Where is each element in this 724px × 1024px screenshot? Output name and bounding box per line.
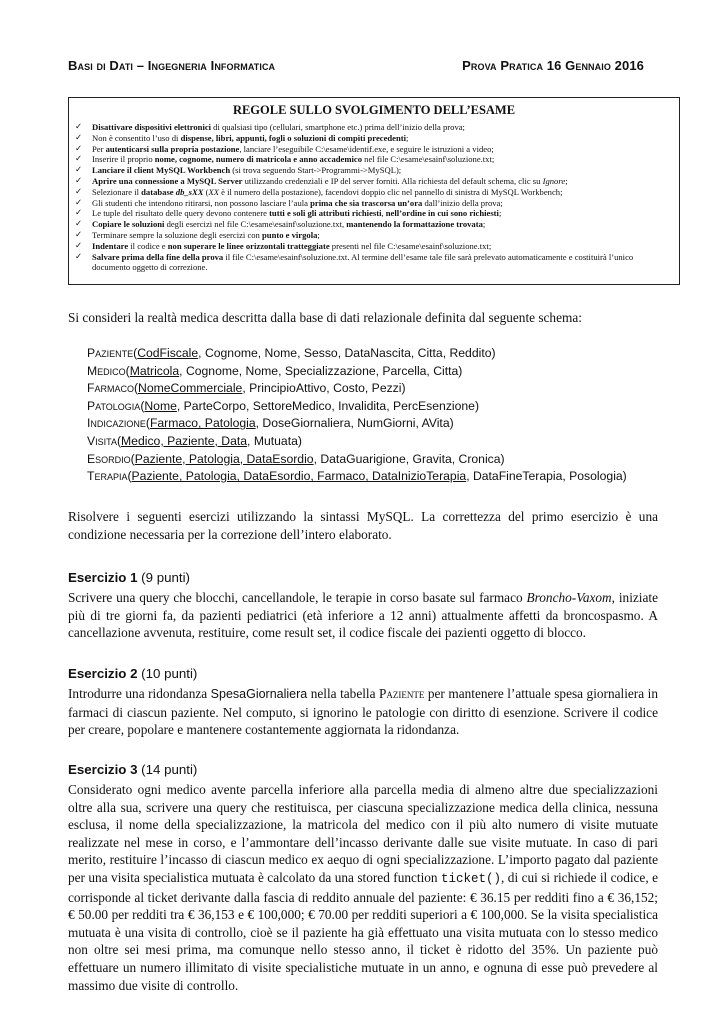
text-run: SpesaGiornaliera bbox=[210, 687, 308, 701]
text-run: , bbox=[381, 208, 386, 219]
schema-relation bbox=[87, 363, 687, 381]
relation-attributes: , DoseGiornaliera, NumGiorni, AVita) bbox=[255, 416, 454, 431]
relation-attributes: , DataFineTerapia, Posologia) bbox=[466, 469, 627, 484]
text-run: di qualsiasi tipo (cellulari, smartphone etc.) prima dell’inizio della prova; bbox=[211, 122, 465, 132]
rule-item bbox=[75, 241, 673, 252]
checkmark-icon: ✓ bbox=[75, 240, 83, 251]
page-header bbox=[68, 58, 644, 73]
text-run: , di cui si richiede il codice, e corrisponde al ticket derivante dalla fascia di reddito annuale del paziente: € 36.15 per redditi fino a € 36,152; € 50.00 per redditi tra € 36,153 e € 100,000; € 70.00 per redditi superiori a € 100,000. Se la visita specialistica mutuata è una visita di controllo, cioè se il paziente ha già effettuato una visita mutuata con lo stesso medico non oltre sei mesi prima, ma comunque nello stesso anno, il ticket è ridotto del 35%. Un paziente può effettuare un numero illimitato di visite specialistiche mutuate in un anno, e ognuna di esse può prevedere al massimo due visite di controllo. bbox=[68, 869, 658, 993]
checkmark-icon: ✓ bbox=[75, 165, 83, 176]
exercise-2-points: (10 punti) bbox=[137, 666, 198, 681]
checkmark-icon: ✓ bbox=[75, 122, 83, 132]
open-paren: ( bbox=[133, 346, 138, 360]
text-run: nel file C:\esame\esainf\soluzione.txt; bbox=[362, 154, 495, 165]
open-paren: ( bbox=[125, 363, 130, 378]
text-run: prima che sia trascorsa un’ora bbox=[310, 197, 423, 208]
relation-name: Visita bbox=[87, 433, 117, 448]
text-run: tutti e soli gli attributi richiesti bbox=[269, 208, 382, 219]
exercise-2-label: Esercizio 2 bbox=[68, 666, 138, 681]
primary-key: NomeCommerciale bbox=[138, 381, 243, 396]
exercise-1-title bbox=[68, 570, 190, 585]
text-run: ; bbox=[406, 132, 409, 143]
text-run: Per bbox=[92, 143, 106, 154]
open-paren: ( bbox=[127, 469, 132, 484]
relational-schema bbox=[87, 345, 687, 486]
checkmark-icon: ✓ bbox=[75, 132, 83, 143]
text-run: dispense, libri, appunti, fogli o soluzioni di compiti precedenti bbox=[180, 132, 407, 143]
exercise-2-title bbox=[68, 666, 197, 681]
text-run: Scrivere una query che blocchi, cancellandole, le terapie in corso basate sul farmaco bbox=[68, 590, 527, 605]
text-run: mantenendo la formattazione trovata bbox=[346, 219, 483, 230]
exercise-1-label: Esercizio 1 bbox=[68, 570, 138, 585]
instructions-paragraph: Risolvere i seguenti esercizi utilizzando la sintassi MySQL. La correttezza del primo esercizio è una condizione necessaria per la correzione dell’intero elaborato. bbox=[68, 509, 658, 542]
text-run: Paziente bbox=[379, 686, 425, 701]
relation-attributes: , Cognome, Nome, Specializzazione, Parcella, Citta) bbox=[179, 363, 463, 378]
exercise-3-text bbox=[68, 781, 658, 994]
text-run: il file C:\esame\esainf\soluzione.txt. Al termine dell’esame tale file sarà prelevato automaticamente e costituirà l’unico documento oggetto di correzione. bbox=[92, 251, 634, 273]
text-run: Selezionare il bbox=[92, 186, 142, 197]
rule-item bbox=[75, 176, 673, 187]
checkmark-icon: ✓ bbox=[75, 186, 83, 197]
text-run: Lanciare il client MySQL Workbench bbox=[92, 165, 231, 176]
rule-item bbox=[75, 122, 673, 133]
relation-name: Terapia bbox=[87, 469, 128, 484]
text-run: non superare le linee orizzontali tratteggiate bbox=[167, 240, 330, 251]
text-run: Terminare sempre la soluzione degli esercizi con bbox=[92, 229, 263, 240]
text-run: Broncho-Vaxom bbox=[526, 590, 612, 605]
rule-item bbox=[75, 219, 673, 230]
exercise-1-text bbox=[68, 589, 658, 642]
rule-item bbox=[75, 198, 673, 209]
text-run: (si trova seguendo Start->Programmi->MySQL); bbox=[230, 165, 402, 176]
text-run: Copiare le soluzioni bbox=[92, 219, 165, 230]
schema-relation bbox=[87, 451, 687, 469]
rule-item bbox=[75, 208, 673, 219]
text-run: Ignore bbox=[542, 175, 566, 186]
text-run: punto e virgola bbox=[262, 229, 318, 240]
relation-attributes: , Cognome, Nome, Sesso, DataNascita, Citta, Reddito) bbox=[198, 346, 496, 360]
checkmark-icon: ✓ bbox=[75, 197, 83, 208]
relation-name: Patologia bbox=[87, 398, 141, 413]
open-paren: ( bbox=[130, 451, 135, 466]
relation-name: Farmaco bbox=[87, 381, 134, 396]
open-paren: ( bbox=[145, 416, 150, 431]
course-title: Basi di Dati – Ingegneria Informatica bbox=[68, 58, 276, 73]
exercise-3-label: Esercizio 3 bbox=[68, 762, 138, 777]
schema-relation bbox=[87, 398, 687, 416]
text-run: ; bbox=[498, 208, 502, 219]
text-run: il codice e bbox=[128, 240, 168, 251]
relation-attributes: , Mutuata) bbox=[247, 433, 302, 448]
rules-list bbox=[75, 122, 673, 273]
text-run: Salvare prima della fine della prova bbox=[92, 251, 224, 262]
text-run: presenti nel file C:\esame\esainf\soluzione.txt; bbox=[329, 240, 492, 251]
text-run: db_sXX bbox=[175, 186, 204, 197]
rule-item bbox=[75, 154, 673, 165]
relation-attributes: , PrincipioAttivo, Costo, Pezzi) bbox=[242, 381, 406, 396]
schema-relation bbox=[87, 415, 687, 433]
exercise-2-text bbox=[68, 685, 658, 739]
text-run: ; bbox=[565, 175, 568, 186]
text-run: Non è consentito l’uso di bbox=[92, 132, 181, 143]
text-run: , lanciare l’eseguibile C:\esame\identif.exe, e seguire le istruzioni a video; bbox=[239, 143, 494, 154]
text-run: XX bbox=[208, 186, 219, 197]
open-paren: ( bbox=[133, 381, 139, 396]
primary-key: Paziente, Patologia, DataEsordio, Farmaco, DataInizioTerapia bbox=[131, 469, 467, 484]
checkmark-icon: ✓ bbox=[75, 219, 83, 230]
text-run: Indentare bbox=[92, 240, 129, 251]
open-paren: ( bbox=[140, 398, 145, 413]
checkmark-icon: ✓ bbox=[75, 143, 83, 154]
text-run: ; bbox=[317, 229, 320, 240]
text-run: Considerato ogni medico avente parcella inferiore alla parcella media di almeno altre due specializzazioni oltre alla sua, scrivere una query che restituisca, per ciascuna specializzazione medica della clinica, nessuna esclusa, il nome della specializzazione, la matricola del medico con il più alto numero di visite mutuate realizzate nel mese in corso, e l’ammontare dell’incasso derivante dalle sue visite mutuate. In caso di pari merito, restituire l’incasso di ciascun medico ex aequo di ogni specializzazione. L’importo pagato dal paziente per una visita specialistica mutuata è calcolato da una stored function bbox=[68, 782, 658, 885]
relation-attributes: , DataGuarigione, Gravita, Cronica) bbox=[313, 451, 505, 466]
text-run: nella tabella bbox=[307, 686, 379, 701]
rule-item bbox=[75, 144, 673, 155]
primary-key: Nome bbox=[144, 398, 177, 413]
text-run: per mantenere l’attuale spesa giornaliera in farmaci di ciascun paziente. Nel computo, si ignorino le patologie con diritto di esenzione. Scrivere il codice per creare, popolare e mantenere costantemente aggiornata la ridondanza. bbox=[68, 686, 658, 738]
primary-key: Matricola bbox=[129, 363, 180, 378]
text-run: ( bbox=[203, 186, 209, 197]
relation-name: Esordio bbox=[87, 451, 131, 466]
text-run: nome, cognome, numero di matricola e anno accademico bbox=[154, 154, 363, 165]
text-run: ; bbox=[482, 219, 486, 230]
rules-title: REGOLE SULLO SVOLGIMENTO DELL’ESAME bbox=[232, 103, 516, 117]
open-paren: ( bbox=[116, 433, 122, 448]
checkmark-icon: ✓ bbox=[75, 175, 83, 186]
checkmark-icon: ✓ bbox=[75, 229, 83, 240]
text-run: è il numero della postazione), facendovi doppio clic nel pannello di sinistra di MySQL Workbench; bbox=[219, 186, 563, 197]
rule-item bbox=[75, 187, 673, 198]
relation-name: Medico bbox=[87, 363, 126, 378]
checkmark-icon: ✓ bbox=[75, 208, 83, 219]
text-run: nell’ordine in cui sono richiesti bbox=[385, 208, 499, 219]
schema-relation bbox=[87, 345, 687, 363]
rules-box bbox=[68, 97, 680, 285]
text-run: dall’inizio della prova; bbox=[422, 197, 503, 208]
intro-paragraph: Si consideri la realtà medica descritta dalla base di dati relazionale definita dal seguente schema: bbox=[68, 310, 582, 325]
relation-name: Indicazione bbox=[87, 416, 146, 431]
schema-relation bbox=[87, 468, 687, 486]
rule-item bbox=[75, 230, 673, 241]
primary-key: Farmaco, Patologia bbox=[149, 416, 256, 431]
text-run: autenticarsi sulla propria postazione bbox=[105, 143, 240, 154]
schema-relation bbox=[87, 380, 687, 398]
schema-relation bbox=[87, 433, 687, 451]
text-run: degli esercizi nel file C:\esame\esainf\soluzione.txt, bbox=[164, 219, 347, 230]
primary-key: Paziente, Patologia, DataEsordio bbox=[134, 451, 314, 466]
text-run: database bbox=[141, 186, 176, 197]
text-run: Le tuple del risultato delle query devono contenere bbox=[92, 208, 270, 219]
relation-name: Paziente bbox=[87, 346, 134, 360]
exercise-3-title bbox=[68, 762, 197, 777]
text-run: Disattivare dispositivi elettronici bbox=[92, 122, 212, 132]
text-run: Inserire il proprio bbox=[92, 154, 155, 165]
exercise-1-points: (9 punti) bbox=[137, 570, 190, 585]
primary-key: Medico, Paziente, Data bbox=[121, 433, 248, 448]
relation-attributes: , ParteCorpo, SettoreMedico, Invalidita, PercEsenzione) bbox=[176, 398, 480, 413]
text-run: ticket() bbox=[441, 871, 502, 886]
text-run: utilizzando credenziali e IP del server forniti. Alla richiesta del default schema, clic su bbox=[242, 175, 543, 186]
exam-date-title: Prova Pratica 16 Gennaio 2016 bbox=[462, 58, 644, 73]
text-run: , iniziate più di tre giorni fa, da pazienti pediatrici (età inferiore a 12 anni) attualmente affetti da broncospasmo. A cancellazione avvenuta, restituire, come result set, il codice fiscale dei pazienti oggetto di blocco. bbox=[68, 590, 658, 641]
text-run: Gli studenti che intendono ritirarsi, non possono lasciare l’aula bbox=[92, 197, 311, 208]
rule-item bbox=[75, 165, 673, 176]
text-run: Introdurre una ridondanza bbox=[68, 686, 211, 701]
primary-key: CodFiscale bbox=[137, 346, 199, 360]
checkmark-icon: ✓ bbox=[75, 251, 83, 262]
rule-item bbox=[75, 133, 673, 144]
text-run: Aprire una connessione a MySQL Server bbox=[92, 175, 243, 186]
rule-item bbox=[75, 252, 673, 274]
exercise-3-points: (14 punti) bbox=[137, 762, 198, 777]
checkmark-icon: ✓ bbox=[75, 154, 83, 165]
